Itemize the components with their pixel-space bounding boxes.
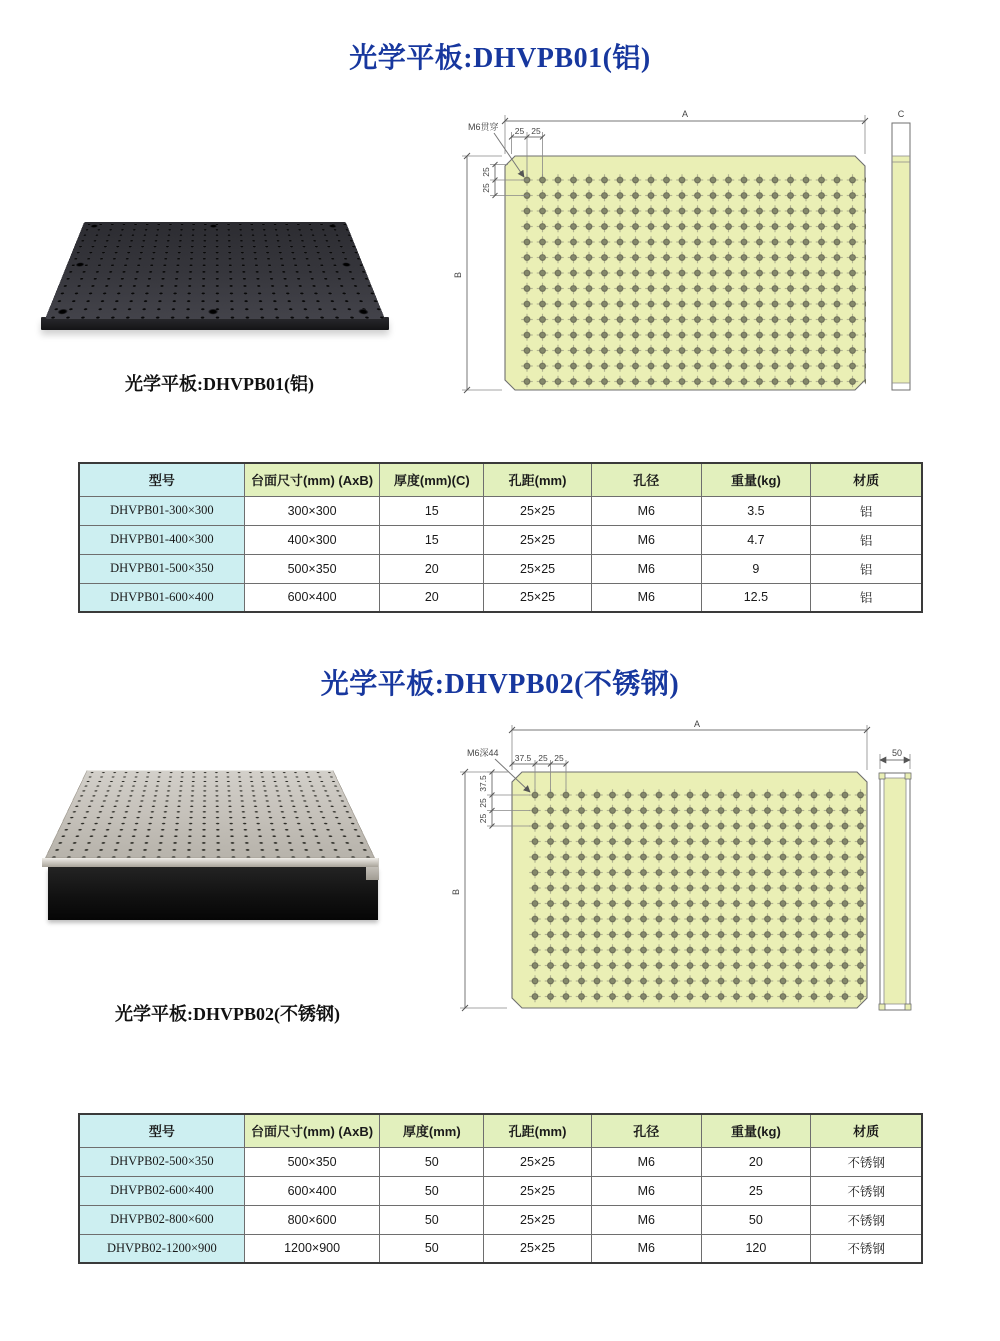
column-header: 重量(kg): [701, 463, 811, 496]
column-header: 台面尺寸(mm) (AxB): [244, 463, 380, 496]
tech-drawing-dhvpb02: [445, 720, 980, 1020]
data-cell: 15: [380, 496, 484, 525]
hole-grid: [518, 171, 866, 389]
svg-text:37.5: 37.5: [514, 753, 532, 763]
svg-text:50: 50: [891, 748, 903, 758]
column-header: 型号: [79, 1114, 244, 1147]
model-cell: DHVPB02-600×400: [79, 1176, 244, 1205]
mounting-hole: [208, 309, 218, 315]
svg-text:25: 25: [478, 798, 488, 808]
data-cell: 25×25: [484, 583, 592, 612]
model-cell: DHVPB01-600×400: [79, 583, 244, 612]
mounting-hole: [57, 309, 69, 315]
column-header: 孔距(mm): [484, 1114, 592, 1147]
data-cell: 400×300: [244, 525, 380, 554]
table-row: [79, 1147, 922, 1176]
data-cell: 25×25: [484, 1176, 592, 1205]
data-cell: 25×25: [484, 496, 592, 525]
svg-text:25: 25: [481, 167, 491, 177]
product-photo-dhvpb01: [30, 188, 400, 333]
data-cell: 12.5: [701, 583, 811, 612]
table-header-row: [79, 1114, 922, 1147]
data-cell: 600×400: [244, 1176, 380, 1205]
svg-text:37.5: 37.5: [478, 775, 488, 792]
data-cell: 不锈钢: [811, 1176, 922, 1205]
svg-text:B: B: [453, 271, 463, 279]
data-cell: 120: [701, 1234, 811, 1263]
mounting-hole: [328, 224, 337, 227]
model-cell: DHVPB02-800×600: [79, 1205, 244, 1234]
column-header: 厚度(mm): [380, 1114, 484, 1147]
data-cell: 20: [701, 1147, 811, 1176]
mounting-hole: [75, 262, 85, 266]
svg-text:25: 25: [554, 753, 564, 763]
table-row: [79, 525, 922, 554]
data-cell: 25×25: [484, 1205, 592, 1234]
model-cell: DHVPB02-1200×900: [79, 1234, 244, 1263]
spec-table-dhvpb02: [78, 1113, 923, 1264]
photo-caption-dhvpb01: 光学平板:DHVPB01(铝): [125, 374, 314, 394]
mounting-hole: [210, 224, 218, 227]
svg-text:25: 25: [481, 183, 491, 193]
photo-caption-dhvpb02: 光学平板:DHVPB02(不锈钢): [115, 1004, 340, 1024]
model-cell: DHVPB01-500×350: [79, 554, 244, 583]
column-header: 型号: [79, 463, 244, 496]
data-cell: 20: [380, 554, 484, 583]
data-cell: 15: [380, 525, 484, 554]
svg-text:M6贯穿: M6贯穿: [468, 122, 499, 132]
mounting-hole: [90, 224, 99, 227]
data-cell: 25: [701, 1176, 811, 1205]
spec-table-dhvpb01: [78, 462, 923, 613]
table-row: [79, 554, 922, 583]
dimension-a: [502, 109, 868, 154]
data-cell: M6: [592, 1205, 702, 1234]
data-cell: 不锈钢: [811, 1205, 922, 1234]
section1-title: 光学平板:DHVPB01(铝): [349, 43, 651, 74]
data-cell: 800×600: [244, 1205, 380, 1234]
data-cell: 铝: [811, 554, 922, 583]
data-cell: M6: [592, 583, 702, 612]
data-cell: 9: [701, 554, 811, 583]
data-cell: M6: [592, 496, 702, 525]
side-view: [892, 109, 910, 390]
svg-text:25: 25: [478, 813, 488, 824]
column-header: 材质: [811, 1114, 922, 1147]
column-header: 孔径: [592, 463, 702, 496]
svg-text:25: 25: [531, 126, 541, 136]
table-row: [79, 583, 922, 612]
data-cell: M6: [592, 1234, 702, 1263]
mounting-hole: [341, 262, 351, 266]
column-header: 孔距(mm): [484, 463, 592, 496]
data-cell: M6: [592, 1147, 702, 1176]
data-cell: 不锈钢: [811, 1234, 922, 1263]
tech-drawing-dhvpb01: [452, 100, 977, 405]
breadboard-top-surface: [45, 770, 375, 858]
data-cell: 50: [380, 1205, 484, 1234]
mounting-hole: [358, 309, 370, 315]
data-cell: 25×25: [484, 1234, 592, 1263]
svg-text:A: A: [693, 720, 701, 729]
svg-text:25: 25: [514, 126, 525, 136]
model-cell: DHVPB01-300×300: [79, 496, 244, 525]
data-cell: 不锈钢: [811, 1147, 922, 1176]
breadboard-top-surface: [45, 222, 385, 319]
breadboard-front-edge: [42, 858, 378, 867]
product-photo-dhvpb02: [28, 748, 398, 933]
svg-text:C: C: [897, 109, 905, 119]
data-cell: 铝: [811, 583, 922, 612]
table-row: [79, 496, 922, 525]
data-cell: 25×25: [484, 525, 592, 554]
model-cell: DHVPB01-400×300: [79, 525, 244, 554]
data-cell: 50: [380, 1234, 484, 1263]
column-header: 厚度(mm)(C): [380, 463, 484, 496]
data-cell: 500×350: [244, 554, 380, 583]
data-cell: M6: [592, 554, 702, 583]
data-cell: M6: [592, 1176, 702, 1205]
data-cell: 20: [380, 583, 484, 612]
data-cell: 3.5: [701, 496, 811, 525]
svg-text:B: B: [451, 888, 461, 896]
data-cell: 500×350: [244, 1147, 380, 1176]
section2-title: 光学平板:DHVPB02(不锈钢): [320, 669, 680, 700]
hole-grid: [526, 786, 866, 1004]
column-header: 台面尺寸(mm) (AxB): [244, 1114, 380, 1147]
data-cell: 4.7: [701, 525, 811, 554]
data-cell: 25×25: [484, 554, 592, 583]
svg-text:A: A: [681, 109, 689, 119]
model-cell: DHVPB02-500×350: [79, 1147, 244, 1176]
column-header: 重量(kg): [701, 1114, 811, 1147]
data-cell: 铝: [811, 525, 922, 554]
column-header: 孔径: [592, 1114, 702, 1147]
svg-text:M6深44: M6深44: [467, 748, 499, 758]
side-view: [879, 773, 911, 1010]
data-cell: 25×25: [484, 1147, 592, 1176]
data-cell: 600×400: [244, 583, 380, 612]
column-header: 材质: [811, 463, 922, 496]
dimension-side-width: [880, 748, 910, 769]
data-cell: 50: [380, 1147, 484, 1176]
table-row: [79, 1205, 922, 1234]
data-cell: M6: [592, 525, 702, 554]
breadboard-base: [48, 867, 378, 920]
table-row: [79, 1176, 922, 1205]
data-cell: 300×300: [244, 496, 380, 525]
table-header-row: [79, 463, 922, 496]
svg-text:25: 25: [538, 753, 548, 763]
data-cell: 50: [701, 1205, 811, 1234]
table-row: [79, 1234, 922, 1263]
data-cell: 1200×900: [244, 1234, 380, 1263]
data-cell: 铝: [811, 496, 922, 525]
data-cell: 50: [380, 1176, 484, 1205]
